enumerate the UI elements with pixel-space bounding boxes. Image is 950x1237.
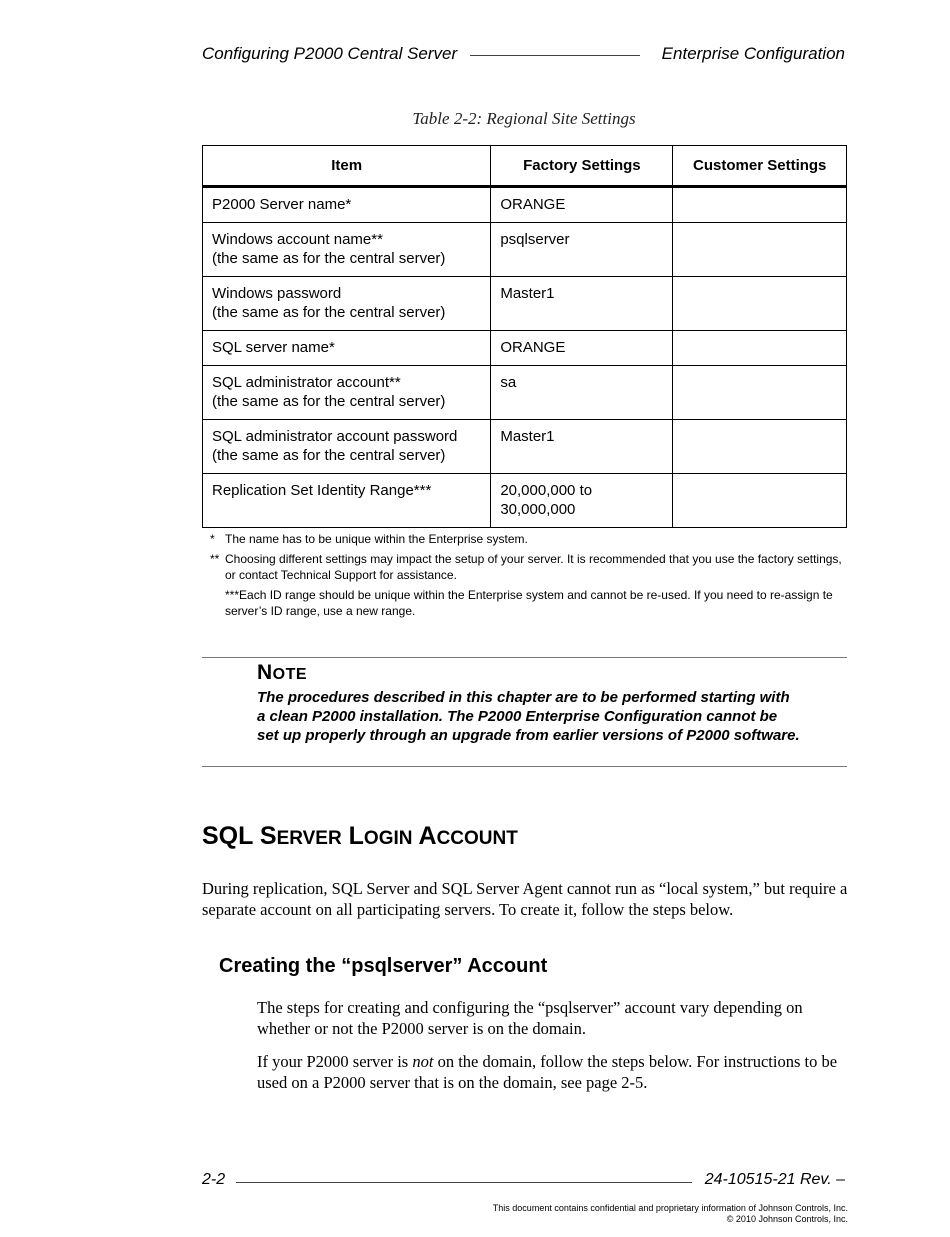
cell-item	[203, 331, 491, 366]
cell-item	[203, 277, 491, 331]
table-header-row	[203, 146, 847, 187]
confidentiality-line: This document contains confidential and proprietary information of Johnson Controls, Inc.	[492, 1203, 848, 1213]
cell-customer-setting	[673, 474, 847, 528]
section-heading	[202, 822, 518, 851]
paragraph-text: If your P2000 server is	[257, 1052, 413, 1071]
heading-part: A	[412, 822, 437, 850]
heading-part: SQL	[202, 822, 253, 850]
cell-factory-setting	[491, 187, 673, 223]
note-title-rest: OTE	[272, 666, 308, 683]
cell-factory-setting	[491, 223, 673, 277]
column-header-item: Item	[203, 146, 491, 187]
heading-part: S	[252, 822, 277, 850]
footer-rule	[236, 1182, 692, 1183]
footnote-text: Each ID range should be unique within the Enterprise system and cannot be re-used. If you need to re-assign te server’s ID range, use a new range.	[225, 588, 833, 618]
note-title-initial: N	[257, 661, 273, 684]
note-bottom-rule	[202, 766, 847, 767]
cell-item	[203, 187, 491, 223]
heading-part-small: OGIN	[363, 828, 413, 849]
confidentiality-notice	[493, 1203, 848, 1225]
cell-item-line: SQL administrator account password	[212, 428, 458, 445]
table-caption: Table 2-2: Regional Site Settings	[412, 109, 636, 128]
cell-factory-setting	[491, 331, 673, 366]
cell-item-line: SQL administrator account**	[212, 374, 401, 391]
cell-factory-setting	[491, 420, 673, 474]
table-row	[203, 420, 847, 474]
footnote	[210, 551, 846, 583]
subsection-paragraph-2	[257, 1051, 852, 1093]
footnote	[210, 531, 846, 547]
cell-customer-setting	[673, 187, 847, 223]
heading-part-small: CCOUNT	[436, 828, 518, 849]
page-number: 2-2	[202, 1171, 226, 1188]
cell-factory-line: ORANGE	[500, 339, 566, 356]
cell-customer-setting	[673, 420, 847, 474]
note-top-rule	[202, 657, 847, 658]
cell-item-line: (the same as for the central server)	[212, 304, 446, 321]
cell-item	[203, 420, 491, 474]
cell-customer-setting	[673, 223, 847, 277]
cell-item-line: P2000 Server name*	[212, 196, 352, 213]
cell-item	[203, 223, 491, 277]
cell-factory-line: sa	[500, 374, 517, 391]
running-header-section: Enterprise Configuration	[661, 44, 845, 63]
running-header-chapter: Configuring P2000 Central Server	[202, 44, 458, 63]
copyright-line: © 2010 Johnson Controls, Inc.	[726, 1214, 848, 1224]
cell-item	[203, 366, 491, 420]
table-row	[203, 187, 847, 223]
table-row	[203, 366, 847, 420]
cell-customer-setting	[673, 331, 847, 366]
cell-factory-line: 30,000,000	[500, 501, 576, 518]
footnote	[210, 587, 846, 619]
cell-item-line: Windows password	[212, 285, 342, 302]
cell-factory-line: Master1	[500, 428, 555, 445]
column-header-customer-settings: Customer Settings	[673, 146, 847, 187]
column-header-factory-settings: Factory Settings	[491, 146, 673, 187]
subsection-heading: Creating the “psqlserver” Account	[219, 955, 548, 977]
heading-part: L	[341, 822, 364, 850]
note-body: The procedures described in this chapter are to be performed starting with a clean P2000 installation. The P2000 Enterprise Configuration cannot be set up properly through an upgrade from earlier versions of P2000 software.	[257, 689, 800, 744]
paragraph-emphasis: not	[412, 1052, 434, 1071]
footnote-mark: **	[210, 552, 220, 566]
table-row	[203, 223, 847, 277]
section-intro-paragraph: During replication, SQL Server and SQL Server Agent cannot run as “local system,” but require a separate account on all participating servers. To create it, follow the steps below.	[202, 879, 848, 919]
cell-item	[203, 474, 491, 528]
cell-item-line: SQL server name*	[212, 339, 335, 356]
cell-factory-setting	[491, 366, 673, 420]
cell-factory-line: Master1	[500, 285, 555, 302]
paragraph-text: on the domain, follow the steps below. For instructions to be used on a P2000 server that is on the domain, see page 2-5.	[257, 1052, 838, 1092]
cell-item-line: (the same as for the central server)	[212, 393, 446, 410]
document-number: 24-10515-21 Rev. –	[704, 1171, 845, 1188]
cell-factory-line: psqlserver	[500, 231, 570, 248]
note-title	[257, 661, 307, 685]
regional-site-settings-table	[202, 145, 847, 528]
cell-item-line: Replication Set Identity Range***	[212, 482, 432, 499]
cell-item-line: (the same as for the central server)	[212, 250, 446, 267]
table-row	[203, 277, 847, 331]
table-row	[203, 331, 847, 366]
table-row	[203, 474, 847, 528]
subsection-paragraph-1: The steps for creating and configuring the “psqlserver” account vary depending on whether or not the P2000 server is on the domain.	[257, 998, 803, 1038]
cell-factory-setting	[491, 474, 673, 528]
cell-customer-setting	[673, 277, 847, 331]
footnote-text: Choosing different settings may impact the setup of your server. It is recommended that you use the factory settings, or contact Technical Support for assistance.	[225, 552, 842, 582]
footnote-text: The name has to be unique within the Enterprise system.	[225, 532, 528, 546]
footnote-mark: *	[210, 532, 215, 546]
heading-part-small: ERVER	[276, 828, 342, 849]
cell-factory-setting	[491, 277, 673, 331]
cell-factory-line: 20,000,000 to	[500, 482, 593, 499]
cell-item-line: Windows account name**	[212, 231, 383, 248]
header-rule	[470, 55, 640, 56]
cell-item-line: (the same as for the central server)	[212, 447, 446, 464]
footnote-mark: ***	[225, 588, 240, 602]
cell-factory-line: ORANGE	[500, 196, 566, 213]
cell-customer-setting	[673, 366, 847, 420]
table-footnotes	[210, 531, 846, 623]
